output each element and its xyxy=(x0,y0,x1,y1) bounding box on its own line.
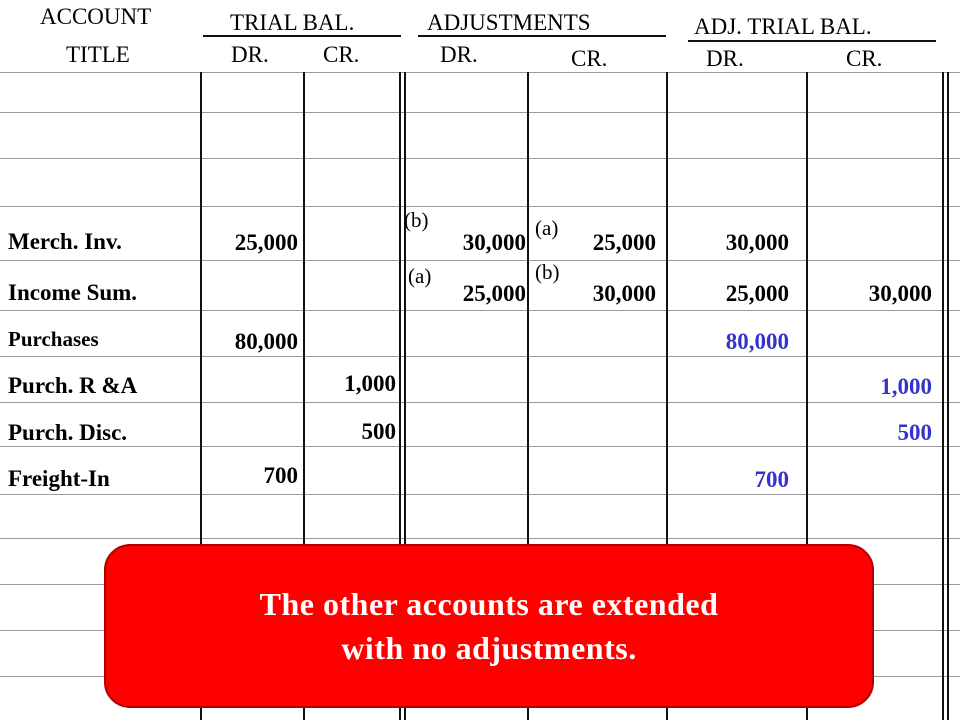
row-divider xyxy=(0,158,960,159)
account-title-header: ACCOUNT xyxy=(40,4,152,29)
callout-box xyxy=(104,544,874,708)
adjustments-underline xyxy=(418,35,666,37)
adjustments-dr-header: DR. xyxy=(440,42,478,67)
merch-inv-tb-dr: 25,000 xyxy=(234,230,298,255)
freight-in-atb-dr: 700 xyxy=(754,467,789,492)
row-divider xyxy=(0,494,960,495)
account-income-sum: Income Sum. xyxy=(8,280,138,305)
merch-inv-atb-dr: 30,000 xyxy=(725,230,789,255)
account-purchases: Purchases xyxy=(8,327,99,351)
merch-inv-adj-cr-ref: (a) xyxy=(535,216,559,240)
adjustments-cr-header: CR. xyxy=(571,46,608,71)
adjusted-trial-balance-dr-header: DR. xyxy=(706,46,744,71)
trial-balance-header: TRIAL BAL. xyxy=(230,10,355,35)
trial-balance-dr-header: DR. xyxy=(231,42,269,67)
row-divider xyxy=(0,446,960,447)
row-divider xyxy=(0,72,960,73)
income-sum-adj-dr: 25,000 xyxy=(462,281,526,306)
purch-disc-tb-cr: 500 xyxy=(361,419,396,444)
income-sum-atb-cr: 30,000 xyxy=(868,281,932,306)
income-sum-adj-dr-ref: (a) xyxy=(408,264,432,288)
merch-inv-adj-dr: 30,000 xyxy=(462,230,526,255)
row-divider xyxy=(0,310,960,311)
row-divider xyxy=(0,402,960,403)
row-divider xyxy=(0,260,960,261)
income-sum-adj-cr-ref: (b) xyxy=(535,260,560,284)
purch-disc-atb-cr: 500 xyxy=(897,420,932,445)
account-freight-in: Freight-In xyxy=(8,466,110,491)
callout-line-1: The other accounts are extended xyxy=(259,586,719,622)
adjusted-trial-balance-underline xyxy=(688,40,936,42)
income-sum-atb-dr: 25,000 xyxy=(725,281,789,306)
column-divider xyxy=(942,72,944,720)
adjustments-header: ADJUSTMENTS xyxy=(427,10,591,35)
row-divider xyxy=(0,538,960,539)
merch-inv-adj-dr-ref: (b) xyxy=(404,208,429,232)
purchases-tb-dr: 80,000 xyxy=(234,329,298,354)
adjusted-trial-balance-header: ADJ. TRIAL BAL. xyxy=(694,14,872,39)
adjusted-trial-balance-cr-header: CR. xyxy=(846,46,883,71)
merch-inv-adj-cr: 25,000 xyxy=(592,230,656,255)
row-divider xyxy=(0,206,960,207)
row-divider xyxy=(0,356,960,357)
purch-ra-tb-cr: 1,000 xyxy=(344,371,396,396)
income-sum-adj-cr: 30,000 xyxy=(592,281,656,306)
column-divider xyxy=(947,72,949,720)
purchases-atb-dr: 80,000 xyxy=(725,329,789,354)
trial-balance-underline xyxy=(203,35,401,37)
freight-in-tb-dr: 700 xyxy=(263,463,298,488)
account-merch-inv: Merch. Inv. xyxy=(8,229,122,254)
row-divider xyxy=(0,112,960,113)
trial-balance-cr-header: CR. xyxy=(323,42,360,67)
account-purch-disc: Purch. Disc. xyxy=(8,420,128,445)
callout-line-2: with no adjustments. xyxy=(341,630,637,666)
account-title-header-line2: TITLE xyxy=(66,42,130,67)
purch-ra-atb-cr: 1,000 xyxy=(880,374,932,399)
account-purch-ra: Purch. R &A xyxy=(8,373,138,398)
